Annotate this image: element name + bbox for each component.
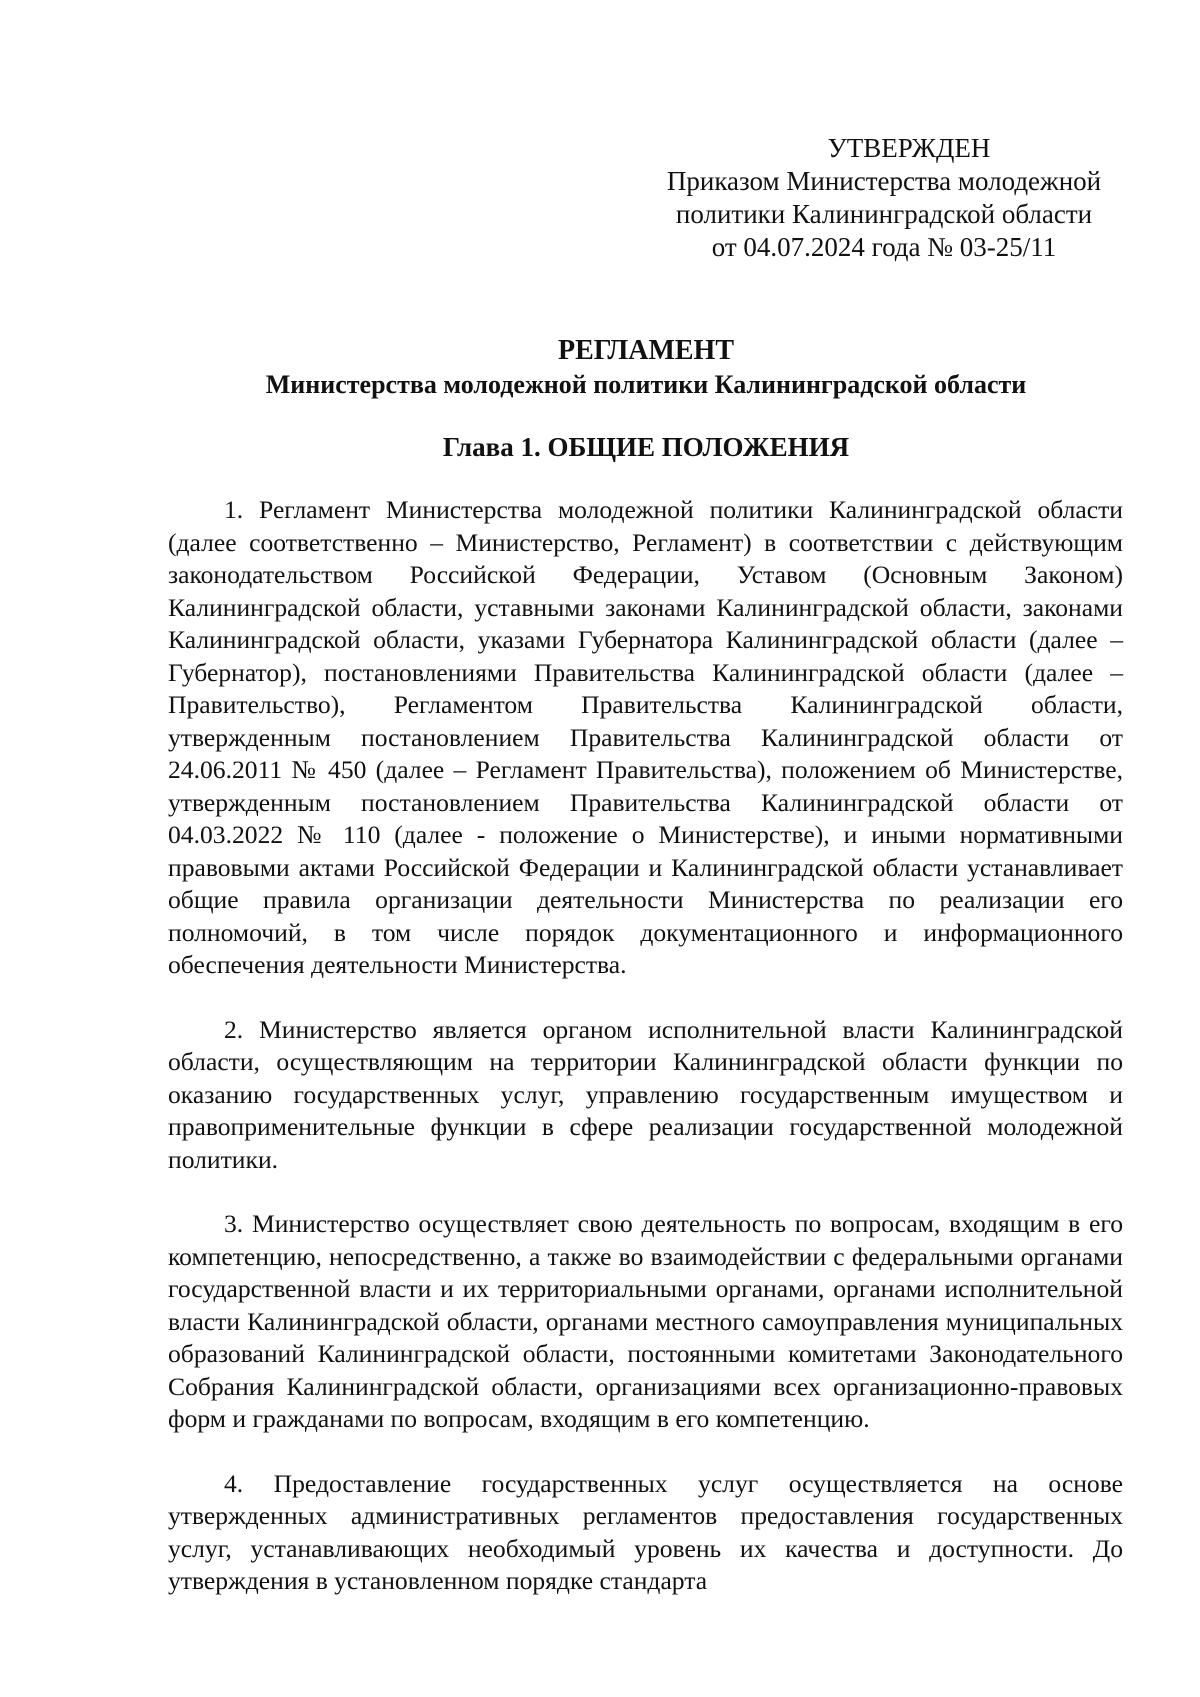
paragraph-1: 1. Регламент Министерства молодежной политики Калининградской области (далее соответственно – Министерство, Регламент) в соответствии с действующим законодательством Российской Федерации, Уставом (Основным Законом) Калининградской области, уставными законами Калининградской области, законами Калининградской области, указами Губернатора Калининградской области (далее – Губернатор), постановлениями Правительства Калининградской области (далее – Правительство), Регламентом Правительства Калининградской области, утвержденным постановлением Правительства Калининградской области от 24.06.2011 № 450 (далее – Регламент Правительства), положением об Министерстве, утвержденным постановлением Правительства Калининградской области от 04.03.2022 № 110 (далее - положение о Министерстве), и иными нормативными правовыми актами Российской Федерации и Калининградской области устанавливает общие правила организации деятельности Министерства по реализации его полномочий, в том числе порядок документационного и информационного обеспечения деятельности Министерства. [168, 495, 1123, 979]
approval-order-line-2: политики Калининградской области [675, 199, 1093, 229]
paragraph-4: 4. Предоставление государственных услуг осуществляется на основе утвержденных административных регламентов предоставления государственных услуг, устанавливающих необходимый уровень их качества и доступности. До утверждения в установленном порядке стандарта [168, 1468, 1123, 1595]
approval-status: УТВЕРЖДЕН [827, 133, 991, 163]
approval-order-line-1: Приказом Министерства молодежной [666, 166, 1102, 196]
chapter-heading: Глава 1. ОБЩИЕ ПОЛОЖЕНИЯ [442, 432, 850, 462]
document-subtitle: Министерства молодежной политики Калининградской области [265, 370, 1027, 399]
document-body [168, 494, 1123, 1598]
title-block [168, 334, 1124, 402]
document-title: РЕГЛАМЕНТ [557, 335, 734, 366]
paragraph-2: 2. Министерство является органом исполнительной власти Калининградской области, осуществляющим на территории Калининградской области функции по оказанию государственных услуг, управлению государственным имуществом и правоприменительные функции в сфере реализации государственной молодежной политики. [168, 1014, 1123, 1174]
paragraph-3: 3. Министерство осуществляет свою деятельность по вопросам, входящим в его компетенцию, непосредственно, а также во взаимодействии с федеральными органами государственной власти и их территориальными органами, органами исполнительной власти Калининградской области, органами местного самоуправления муниципальных образований Калининградской области, постоянными комитетами Законодательного Собрания Калининградской области, организациями всех организационно-правовых форм и гражданами по вопросам, входящим в его компетенцию. [168, 1209, 1123, 1433]
approval-stamp [640, 132, 1128, 264]
approval-order-date: от 04.07.2024 года № 03-25/11 [711, 232, 1057, 262]
